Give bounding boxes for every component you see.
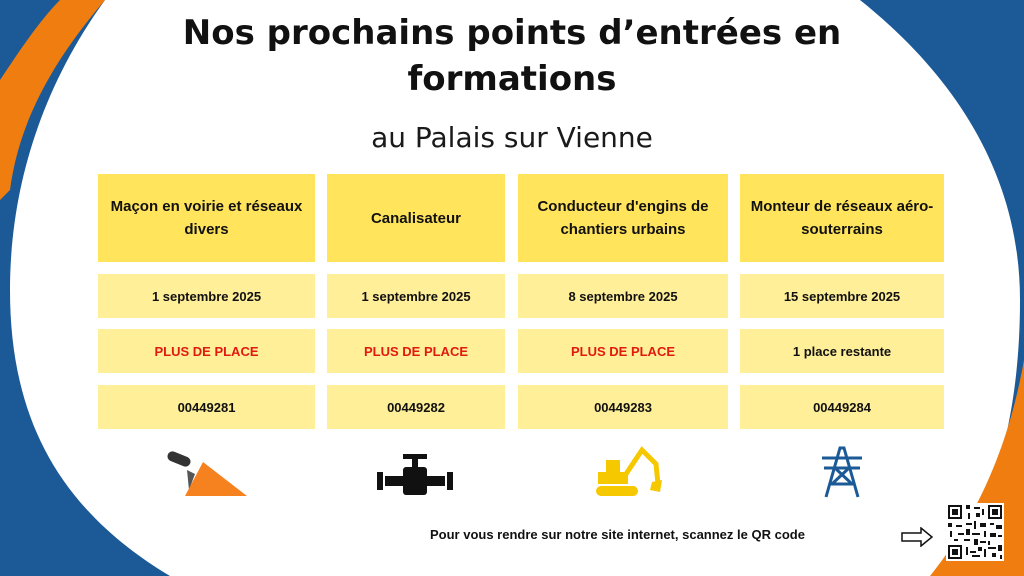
formation-date-4: 15 septembre 2025 xyxy=(740,274,944,318)
qr-code-icon[interactable] xyxy=(946,503,1004,561)
formation-status-2: PLUS DE PLACE xyxy=(327,329,505,373)
formation-code-2: 00449282 xyxy=(327,385,505,429)
formation-name-3: Conducteur d'engins de chantiers urbains xyxy=(518,174,728,262)
footer-text: Pour vous rendre sur notre site internet, scannez le QR code xyxy=(430,527,805,542)
formation-code-4: 00449284 xyxy=(740,385,944,429)
arrow-right-icon xyxy=(901,527,933,547)
formation-status-1: PLUS DE PLACE xyxy=(98,329,315,373)
formation-code-3: 00449283 xyxy=(518,385,728,429)
pylon-icon xyxy=(820,444,864,499)
formation-code-1: 00449281 xyxy=(98,385,315,429)
formation-date-1: 1 septembre 2025 xyxy=(98,274,315,318)
formation-name-1: Maçon en voirie et réseaux divers xyxy=(98,174,315,262)
pipe-valve-icon xyxy=(377,452,453,498)
formation-name-4: Monteur de réseaux aéro-souterrains xyxy=(740,174,944,262)
page-title: Nos prochains points d’entrées en formations xyxy=(182,13,842,99)
formation-date-2: 1 septembre 2025 xyxy=(327,274,505,318)
formation-status-3: PLUS DE PLACE xyxy=(518,329,728,373)
formation-status-4: 1 place restante xyxy=(740,329,944,373)
page-subtitle: au Palais sur Vienne xyxy=(371,121,653,154)
trowel-icon xyxy=(163,450,249,502)
formation-name-2: Canalisateur xyxy=(327,174,505,262)
excavator-icon xyxy=(594,444,664,498)
formation-date-3: 8 septembre 2025 xyxy=(518,274,728,318)
